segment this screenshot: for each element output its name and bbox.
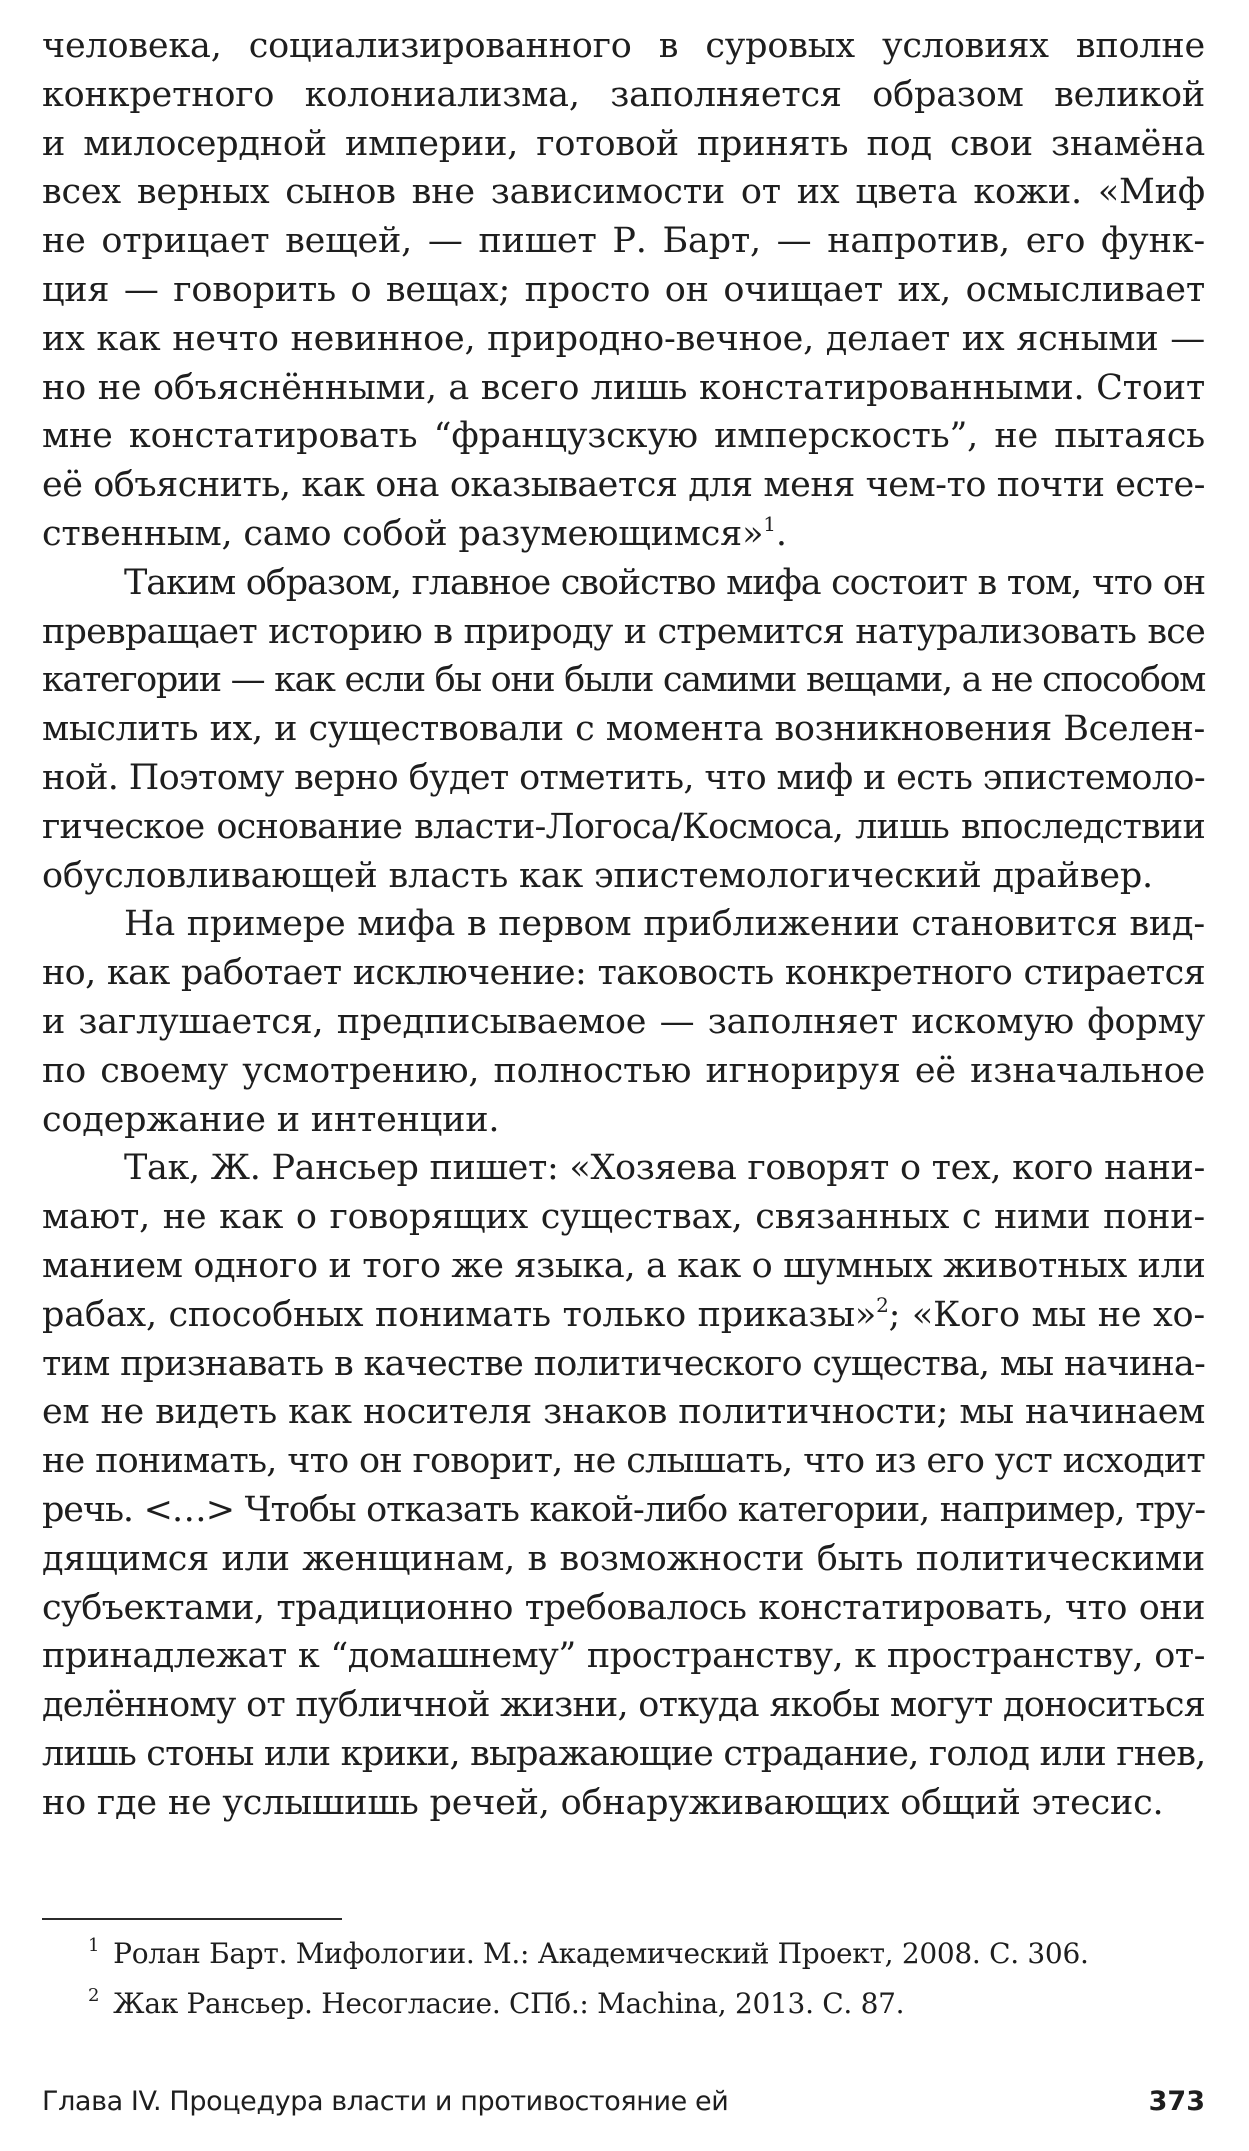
text-line: мыслить их, и существовали с момента возникновения Вселен-: [42, 709, 1205, 750]
text-line: превращает историю в природу и стремится натурализовать все: [42, 611, 1205, 652]
footnote-text: Жак Рансьер. Несогласие. СПб.: Machina, 2013. С. 87.: [113, 1987, 905, 2020]
text-line: и милосердной империи, готовой принять под свои знамёна: [42, 123, 1205, 164]
footnotes: [88, 1932, 1188, 2032]
text-line: рабах, способных понимать только приказы»$^2$; «Кого мы не хо-: [42, 1292, 1205, 1335]
text-line: ственным, само собой разумеющимся»$^1$.: [42, 511, 787, 554]
text-line: субъектами, традиционно требовалось констатировать, что они: [42, 1587, 1205, 1628]
text-line: всех верных сынов вне зависимости от их цвета кожи. «Миф: [42, 172, 1205, 213]
footnote: [88, 1932, 1188, 1982]
paragraph: [42, 1144, 1205, 1827]
text-line: по своему усмотрению, полностью игнорируя её изначальное: [42, 1050, 1205, 1091]
text-line: не отрицает вещей, — пишет Р. Барт, — напротив, его функ-: [42, 221, 1205, 262]
footnote-mark: 2: [88, 1985, 100, 2006]
paragraph: [42, 559, 1205, 901]
footnote-mark: 1: [88, 1935, 100, 1956]
text-line: принадлежат к “домашнему” пространству, к пространству, от-: [42, 1636, 1205, 1677]
text-line: Так, Ж. Рансьер пишет: «Хозяева говорят о тех, кого нани-: [124, 1148, 1205, 1189]
text-line: манием одного и того же языка, а как о шумных животных или: [42, 1245, 1206, 1286]
running-footer: [42, 2082, 1205, 2122]
text-line: тим признавать в качестве политического существа, мы начина-: [42, 1343, 1205, 1384]
footnote-reference[interactable]: 2: [876, 1292, 889, 1317]
text-line: дящимся или женщинам, в возможности быть политическими: [42, 1538, 1205, 1579]
text-line: гическое основание власти-Логоса/Космоса, лишь впоследствии: [42, 806, 1205, 847]
text-line: категории — как если бы они были самими вещами, а не способом: [42, 660, 1205, 701]
text-line: делённому от публичной жизни, откуда якобы могут доноситься: [42, 1685, 1205, 1726]
page-number: 373: [1148, 2086, 1205, 2117]
text-line: конкретного колониализма, заполняется образом великой: [42, 74, 1205, 115]
footnote-separator: [42, 1918, 342, 1920]
text-line: ной. Поэтому верно будет отметить, что миф и есть эпистемоло-: [42, 757, 1205, 798]
text-line: лишь стоны или крики, выражающие страдание, голод или гнев,: [42, 1733, 1206, 1774]
text-line: мают, не как о говорящих существах, связанных с ними пони-: [42, 1197, 1205, 1238]
text-line: но, как работает исключение: таковость конкретного стирается: [42, 953, 1205, 994]
text-line: Таким образом, главное свойство мифа состоит в том, что он: [124, 562, 1205, 603]
chapter-title: Глава IV. Процедура власти и противостояние ей: [42, 2086, 729, 2117]
text-line: её объяснить, как она оказывается для меня чем-то почти есте-: [42, 465, 1205, 506]
footnote: [88, 1982, 1188, 2032]
text-line: обусловливающей власть как эпистемологический драйвер.: [42, 855, 1153, 896]
text-line: мне констатировать “французскую имперскость”, не пытаясь: [42, 416, 1205, 457]
text-line: и заглушается, предписываемое — заполняет искомую форму: [42, 1001, 1205, 1042]
footnote-reference[interactable]: 1: [763, 511, 776, 536]
body-text: [42, 22, 1205, 1827]
paragraph: [42, 22, 1205, 559]
text-line: человека, социализированного в суровых условиях вполне: [42, 26, 1205, 66]
text-line: ция — говорить о вещах; просто он очищает их, осмысливает: [42, 269, 1205, 310]
text-line: речь. <…> Чтобы отказать какой-либо категории, например, тру-: [42, 1489, 1205, 1530]
text-line: На примере мифа в первом приближении становится вид-: [124, 904, 1205, 945]
footnote-text: Ролан Барт. Мифологии. М.: Академический Проект, 2008. С. 306.: [113, 1937, 1089, 1970]
text-line: содержание и интенции.: [42, 1099, 500, 1140]
paragraph: [42, 900, 1205, 1144]
text-line: но не объяснёнными, а всего лишь констатированными. Стоит: [42, 367, 1205, 408]
text-line: их как нечто невинное, природно-вечное, делает их ясными —: [42, 318, 1205, 359]
text-line: но где не услышишь речей, обнаруживающих общий этесис.: [42, 1782, 1164, 1823]
text-line: не понимать, что он говорит, не слышать, что из его уст исходит: [42, 1441, 1205, 1482]
text-line: ем не видеть как носителя знаков политичности; мы начинаем: [42, 1392, 1205, 1433]
